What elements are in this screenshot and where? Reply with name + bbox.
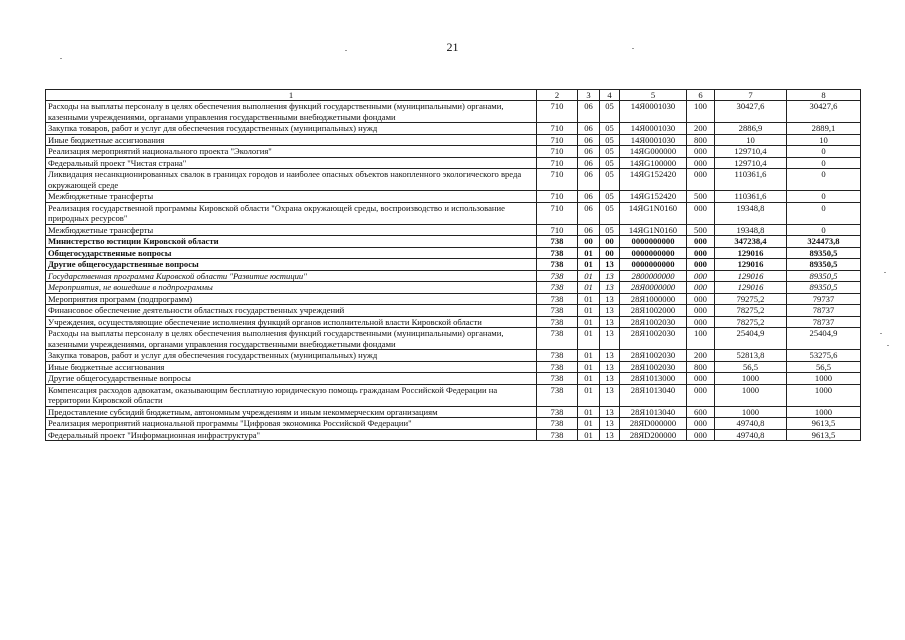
row-name-cell: Общегосударственные вопросы [46, 247, 537, 258]
table-row [46, 429, 861, 440]
row-value-cell: 05 [600, 157, 620, 168]
row-value-cell: 129016 [715, 259, 787, 270]
table-row [46, 316, 861, 327]
row-value-cell: 738 [537, 259, 578, 270]
row-value-cell: 710 [537, 157, 578, 168]
row-value-cell: 06 [578, 169, 600, 191]
row-name-cell: Компенсация расходов адвокатам, оказывающим бесплатную юридическую помощь гражданам Российской Федерации на территории Кировской области [46, 384, 537, 406]
row-value-cell: 0 [787, 224, 861, 235]
row-name-cell: Федеральный проект "Информационная инфраструктура" [46, 429, 537, 440]
row-value-cell: 1000 [787, 384, 861, 406]
column-header: 8 [787, 90, 861, 101]
row-value-cell: 738 [537, 247, 578, 258]
row-value-cell: 738 [537, 316, 578, 327]
row-value-cell: 00 [600, 247, 620, 258]
row-value-cell: 100 [687, 101, 715, 123]
row-value-cell: 1000 [715, 406, 787, 417]
row-value-cell: 0 [787, 202, 861, 224]
row-value-cell: 01 [578, 270, 600, 281]
row-name-cell: Межбюджетные трансферты [46, 191, 537, 202]
row-value-cell: 28ЯD200000 [620, 429, 687, 440]
row-value-cell: 01 [578, 429, 600, 440]
row-name-cell: Иные бюджетные ассигнования [46, 134, 537, 145]
row-value-cell: 129710,4 [715, 146, 787, 157]
row-value-cell: 14Я0001030 [620, 134, 687, 145]
row-value-cell: 738 [537, 429, 578, 440]
row-value-cell: 738 [537, 418, 578, 429]
row-value-cell: 500 [687, 224, 715, 235]
row-value-cell: 13 [600, 429, 620, 440]
row-value-cell: 738 [537, 384, 578, 406]
row-value-cell: 28Я1013040 [620, 406, 687, 417]
row-value-cell: 710 [537, 123, 578, 134]
row-value-cell: 28Я1013000 [620, 373, 687, 384]
table-row [46, 169, 861, 191]
row-value-cell: 05 [600, 191, 620, 202]
row-value-cell: 14ЯG152420 [620, 169, 687, 191]
table-body [46, 101, 861, 441]
table-row [46, 373, 861, 384]
row-value-cell: 28Я1002030 [620, 350, 687, 361]
row-value-cell: 129016 [715, 270, 787, 281]
row-value-cell: 13 [600, 361, 620, 372]
row-name-cell: Другие общегосударственные вопросы [46, 259, 537, 270]
row-value-cell: 0 [787, 191, 861, 202]
row-value-cell: 25404,9 [787, 328, 861, 350]
row-value-cell: 000 [687, 384, 715, 406]
table-row [46, 384, 861, 406]
row-value-cell: 05 [600, 134, 620, 145]
row-value-cell: 0000000000 [620, 236, 687, 247]
row-value-cell: 05 [600, 101, 620, 123]
table-row [46, 247, 861, 258]
row-value-cell: 01 [578, 361, 600, 372]
row-value-cell: 06 [578, 224, 600, 235]
row-value-cell: 110361,6 [715, 191, 787, 202]
row-value-cell: 738 [537, 293, 578, 304]
row-value-cell: 13 [600, 270, 620, 281]
row-value-cell: 78737 [787, 316, 861, 327]
row-value-cell: 28Я1000000 [620, 293, 687, 304]
row-value-cell: 738 [537, 236, 578, 247]
row-value-cell: 13 [600, 418, 620, 429]
row-value-cell: 89350,5 [787, 270, 861, 281]
row-value-cell: 000 [687, 305, 715, 316]
column-header: 6 [687, 90, 715, 101]
row-value-cell: 01 [578, 316, 600, 327]
table-row [46, 270, 861, 281]
row-value-cell: 347238,4 [715, 236, 787, 247]
row-value-cell: 000 [687, 429, 715, 440]
table-row [46, 406, 861, 417]
row-value-cell: 9613,5 [787, 418, 861, 429]
row-value-cell: 129016 [715, 282, 787, 293]
row-value-cell: 000 [687, 373, 715, 384]
row-value-cell: 01 [578, 384, 600, 406]
row-value-cell: 78737 [787, 305, 861, 316]
row-value-cell: 13 [600, 293, 620, 304]
row-value-cell: 06 [578, 123, 600, 134]
row-value-cell: 19348,8 [715, 202, 787, 224]
row-value-cell: 49740,8 [715, 418, 787, 429]
row-value-cell: 2800000000 [620, 270, 687, 281]
row-value-cell: 06 [578, 191, 600, 202]
row-value-cell: 01 [578, 293, 600, 304]
row-value-cell: 2886,9 [715, 123, 787, 134]
row-value-cell: 19348,8 [715, 224, 787, 235]
row-value-cell: 56,5 [715, 361, 787, 372]
row-value-cell: 710 [537, 146, 578, 157]
row-value-cell: 01 [578, 418, 600, 429]
row-name-cell: Предоставление субсидий бюджетным, автономным учреждениям и иным некоммерческим организациям [46, 406, 537, 417]
table-row [46, 293, 861, 304]
row-value-cell: 738 [537, 270, 578, 281]
row-value-cell: 800 [687, 134, 715, 145]
row-value-cell: 13 [600, 384, 620, 406]
table-row [46, 361, 861, 372]
row-name-cell: Ликвидация несанкционированных свалок в границах городов и наиболее опасных объектов накопленного экологического вреда окружающей среде [46, 169, 537, 191]
column-header: 3 [578, 90, 600, 101]
row-value-cell: 710 [537, 224, 578, 235]
row-value-cell: 28Я1002030 [620, 361, 687, 372]
row-value-cell: 14ЯG100000 [620, 157, 687, 168]
row-name-cell: Министерство юстиции Кировской области [46, 236, 537, 247]
row-value-cell: 79275,2 [715, 293, 787, 304]
row-value-cell: 1000 [787, 373, 861, 384]
row-name-cell: Федеральный проект "Чистая страна" [46, 157, 537, 168]
row-value-cell: 28Я1002030 [620, 316, 687, 327]
row-value-cell: 1000 [787, 406, 861, 417]
row-value-cell: 738 [537, 282, 578, 293]
row-value-cell: 000 [687, 418, 715, 429]
row-value-cell: 800 [687, 361, 715, 372]
table-row [46, 305, 861, 316]
row-name-cell: Учреждения, осуществляющие обеспечение исполнения функций органов исполнительной власти Кировской области [46, 316, 537, 327]
row-value-cell: 05 [600, 123, 620, 134]
row-value-cell: 000 [687, 270, 715, 281]
row-value-cell: 10 [715, 134, 787, 145]
row-value-cell: 01 [578, 406, 600, 417]
row-value-cell: 738 [537, 350, 578, 361]
row-value-cell: 01 [578, 328, 600, 350]
column-header: 7 [715, 90, 787, 101]
row-value-cell: 324473,8 [787, 236, 861, 247]
row-value-cell: 000 [687, 282, 715, 293]
row-value-cell: 0000000000 [620, 247, 687, 258]
column-header: 2 [537, 90, 578, 101]
row-value-cell: 14ЯG000000 [620, 146, 687, 157]
row-value-cell: 06 [578, 202, 600, 224]
row-value-cell: 710 [537, 191, 578, 202]
row-value-cell: 01 [578, 350, 600, 361]
row-value-cell: 49740,8 [715, 429, 787, 440]
row-value-cell: 56,5 [787, 361, 861, 372]
row-value-cell: 01 [578, 305, 600, 316]
row-value-cell: 01 [578, 282, 600, 293]
row-value-cell: 25404,9 [715, 328, 787, 350]
row-value-cell: 01 [578, 373, 600, 384]
row-value-cell: 200 [687, 123, 715, 134]
row-name-cell: Финансовое обеспечение деятельности областных государственных учреждений [46, 305, 537, 316]
row-value-cell: 14ЯG1N0160 [620, 202, 687, 224]
row-value-cell: 89350,5 [787, 259, 861, 270]
row-value-cell: 13 [600, 328, 620, 350]
row-value-cell: 000 [687, 247, 715, 258]
row-value-cell: 0000000000 [620, 259, 687, 270]
row-value-cell: 53275,6 [787, 350, 861, 361]
row-name-cell: Мероприятия программ (подпрограмм) [46, 293, 537, 304]
scan-mark [887, 345, 889, 346]
row-value-cell: 13 [600, 406, 620, 417]
row-value-cell: 28Я1002030 [620, 328, 687, 350]
row-value-cell: 28ЯD000000 [620, 418, 687, 429]
row-value-cell: 000 [687, 293, 715, 304]
row-value-cell: 06 [578, 146, 600, 157]
scan-mark [632, 48, 634, 49]
table-row [46, 418, 861, 429]
row-value-cell: 13 [600, 259, 620, 270]
row-name-cell: Закупка товаров, работ и услуг для обеспечения государственных (муниципальных) нужд [46, 123, 537, 134]
row-value-cell: 738 [537, 328, 578, 350]
table-row [46, 157, 861, 168]
row-value-cell: 89350,5 [787, 247, 861, 258]
row-value-cell: 13 [600, 316, 620, 327]
row-value-cell: 738 [537, 406, 578, 417]
row-value-cell: 14ЯG152420 [620, 191, 687, 202]
row-value-cell: 000 [687, 169, 715, 191]
row-value-cell: 78275,2 [715, 316, 787, 327]
row-value-cell: 13 [600, 282, 620, 293]
row-value-cell: 28Я1013040 [620, 384, 687, 406]
row-value-cell: 01 [578, 259, 600, 270]
row-value-cell: 28Я1002000 [620, 305, 687, 316]
row-name-cell: Иные бюджетные ассигнования [46, 361, 537, 372]
row-value-cell: 110361,6 [715, 169, 787, 191]
row-value-cell: 05 [600, 169, 620, 191]
page-number: 21 [446, 40, 459, 54]
row-name-cell: Расходы на выплаты персоналу в целях обеспечения выполнения функций государственными (муниципальными) органами, казенными учреждениями, органами управления государственными внебюджетными фондами [46, 101, 537, 123]
scan-mark [60, 58, 62, 59]
row-value-cell: 000 [687, 202, 715, 224]
row-value-cell: 05 [600, 224, 620, 235]
row-value-cell: 30427,6 [715, 101, 787, 123]
row-value-cell: 2889,1 [787, 123, 861, 134]
row-value-cell: 13 [600, 350, 620, 361]
table-row [46, 350, 861, 361]
row-value-cell: 600 [687, 406, 715, 417]
row-value-cell: 14ЯG1N0160 [620, 224, 687, 235]
table-header-row [46, 90, 861, 101]
column-header: 5 [620, 90, 687, 101]
row-value-cell: 000 [687, 146, 715, 157]
row-value-cell: 78275,2 [715, 305, 787, 316]
table-row [46, 146, 861, 157]
row-value-cell: 000 [687, 236, 715, 247]
row-name-cell: Мероприятия, не вошедшие в подпрограммы [46, 282, 537, 293]
row-name-cell: Закупка товаров, работ и услуг для обеспечения государственных (муниципальных) нужд [46, 350, 537, 361]
row-value-cell: 1000 [715, 373, 787, 384]
table-row [46, 259, 861, 270]
column-header: 1 [46, 90, 537, 101]
row-value-cell: 28Я0000000 [620, 282, 687, 293]
row-value-cell: 1000 [715, 384, 787, 406]
table-row [46, 101, 861, 123]
row-value-cell: 500 [687, 191, 715, 202]
row-value-cell: 000 [687, 157, 715, 168]
row-value-cell: 52813,8 [715, 350, 787, 361]
row-value-cell: 738 [537, 305, 578, 316]
row-name-cell: Межбюджетные трансферты [46, 224, 537, 235]
row-value-cell: 100 [687, 328, 715, 350]
row-value-cell: 129016 [715, 247, 787, 258]
row-value-cell: 00 [578, 236, 600, 247]
table-row [46, 282, 861, 293]
row-value-cell: 710 [537, 101, 578, 123]
row-value-cell: 14Я0001030 [620, 101, 687, 123]
budget-table [45, 89, 861, 441]
row-name-cell: Расходы на выплаты персоналу в целях обеспечения выполнения функций государственными (муниципальными) органами, казенными учреждениями, органами управления государственными внебюджетными фондами [46, 328, 537, 350]
scan-mark [345, 50, 347, 51]
row-value-cell: 00 [600, 236, 620, 247]
table-row [46, 191, 861, 202]
row-value-cell: 738 [537, 373, 578, 384]
row-value-cell: 710 [537, 134, 578, 145]
row-value-cell: 10 [787, 134, 861, 145]
table-row [46, 328, 861, 350]
row-value-cell: 200 [687, 350, 715, 361]
row-value-cell: 01 [578, 247, 600, 258]
row-value-cell: 06 [578, 157, 600, 168]
row-value-cell: 30427,6 [787, 101, 861, 123]
row-value-cell: 06 [578, 101, 600, 123]
row-name-cell: Другие общегосударственные вопросы [46, 373, 537, 384]
row-value-cell: 79737 [787, 293, 861, 304]
scan-mark [884, 272, 886, 273]
table-row [46, 202, 861, 224]
row-value-cell: 710 [537, 169, 578, 191]
row-value-cell: 9613,5 [787, 429, 861, 440]
row-value-cell: 000 [687, 259, 715, 270]
row-value-cell: 0 [787, 157, 861, 168]
row-value-cell: 0 [787, 146, 861, 157]
row-name-cell: Государственная программа Кировской области "Развитие юстиции" [46, 270, 537, 281]
row-name-cell: Реализация мероприятий национального проекта "Экология" [46, 146, 537, 157]
row-value-cell: 0 [787, 169, 861, 191]
column-header: 4 [600, 90, 620, 101]
row-value-cell: 13 [600, 305, 620, 316]
row-value-cell: 05 [600, 146, 620, 157]
row-value-cell: 13 [600, 373, 620, 384]
row-value-cell: 14Я0001030 [620, 123, 687, 134]
table-row [46, 236, 861, 247]
table-row [46, 224, 861, 235]
row-value-cell: 05 [600, 202, 620, 224]
table-row [46, 123, 861, 134]
table-row [46, 134, 861, 145]
row-name-cell: Реализация мероприятий национальной программы "Цифровая экономика Российской Федерации" [46, 418, 537, 429]
row-value-cell: 06 [578, 134, 600, 145]
row-value-cell: 89350,5 [787, 282, 861, 293]
row-value-cell: 738 [537, 361, 578, 372]
row-name-cell: Реализация государственной программы Кировской области "Охрана окружающей среды, воспроизводство и использование природных ресурсов" [46, 202, 537, 224]
row-value-cell: 000 [687, 316, 715, 327]
row-value-cell: 129710,4 [715, 157, 787, 168]
row-value-cell: 710 [537, 202, 578, 224]
scan-mark [880, 333, 882, 334]
